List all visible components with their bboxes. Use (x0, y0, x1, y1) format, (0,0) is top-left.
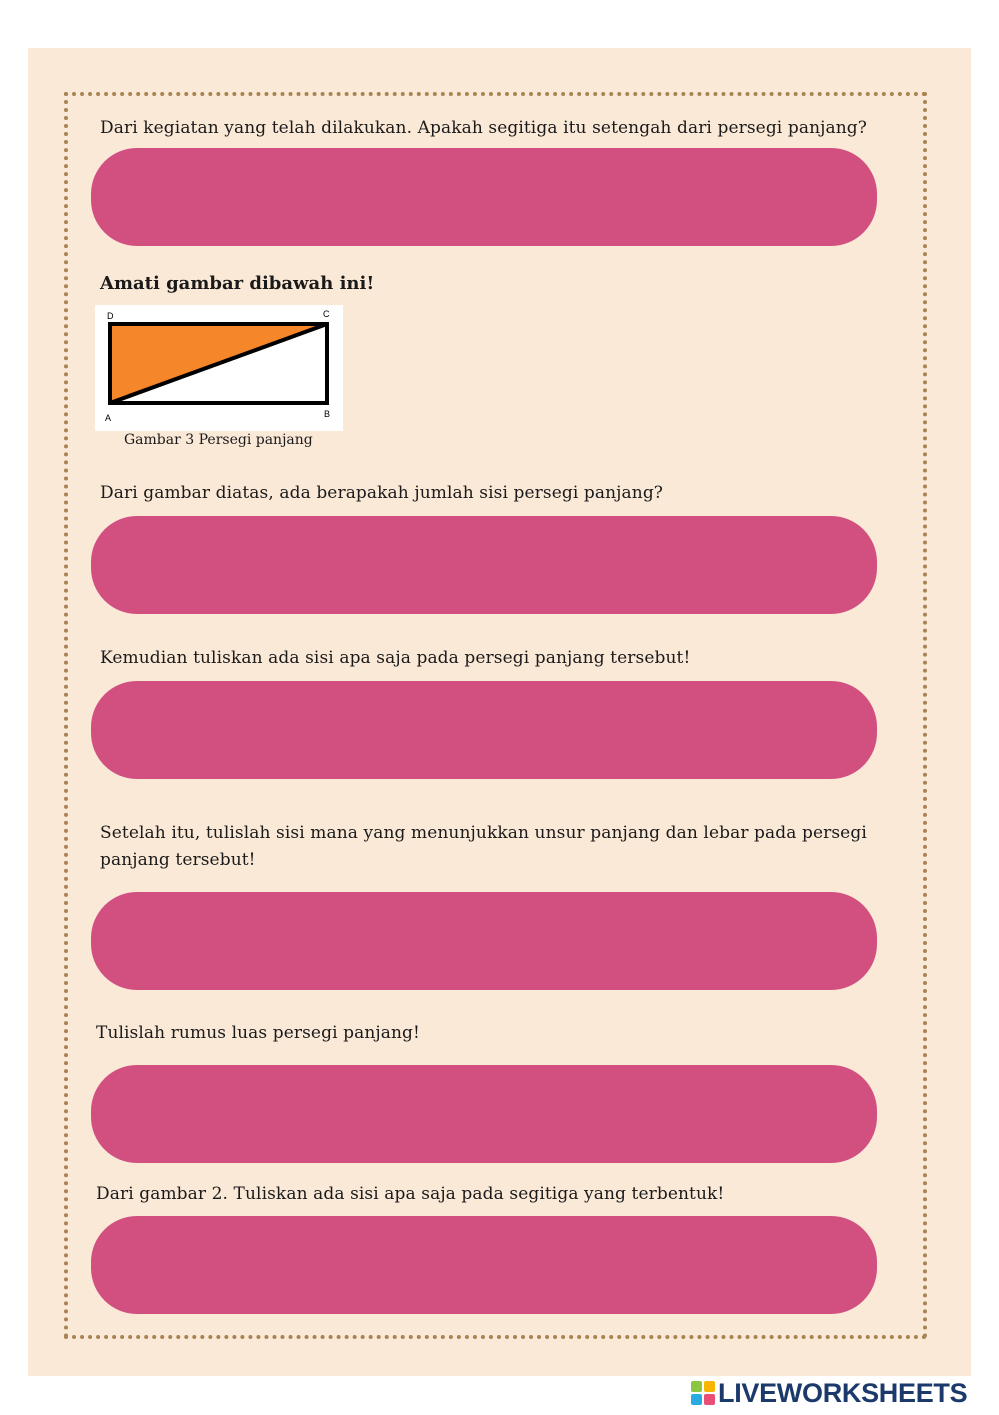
liveworksheets-logo[interactable] (691, 1376, 967, 1410)
vertex-label-a: A (105, 413, 112, 423)
vertex-label-b: B (324, 409, 331, 419)
answer-box-3[interactable] (91, 681, 877, 779)
answer-box-2[interactable] (91, 516, 877, 614)
rectangle-diagram (95, 305, 343, 431)
question-6: Dari gambar 2. Tuliskan ada sisi apa saja pada segitiga yang terbentuk! (96, 1184, 725, 1204)
section-heading: Amati gambar dibawah ini! (100, 273, 375, 294)
answer-box-6[interactable] (91, 1216, 877, 1314)
answer-box-5[interactable] (91, 1065, 877, 1163)
logo-text: LIVEWORKSHEETS (718, 1377, 968, 1408)
question-2: Dari gambar diatas, ada berapakah jumlah sisi persegi panjang? (100, 483, 664, 503)
vertex-label-d: D (107, 311, 114, 321)
question-5: Tulislah rumus luas persegi panjang! (96, 1023, 420, 1043)
figure-caption: Gambar 3 Persegi panjang (124, 432, 313, 448)
question-4: Setelah itu, tulislah sisi mana yang menunjukkan unsur panjang dan lebar pada persegi panjang tersebut! (100, 823, 867, 870)
question-1: Dari kegiatan yang telah dilakukan. Apakah segitiga itu setengah dari persegi panjang? (100, 118, 867, 138)
vertex-label-c: C (323, 309, 330, 319)
question-3: Kemudian tuliskan ada sisi apa saja pada persegi panjang tersebut! (100, 648, 691, 668)
liveworksheets-logo-icon (691, 1381, 715, 1405)
answer-box-1[interactable] (91, 148, 877, 246)
rectangle-figure (95, 305, 343, 431)
answer-box-4[interactable] (91, 892, 877, 990)
